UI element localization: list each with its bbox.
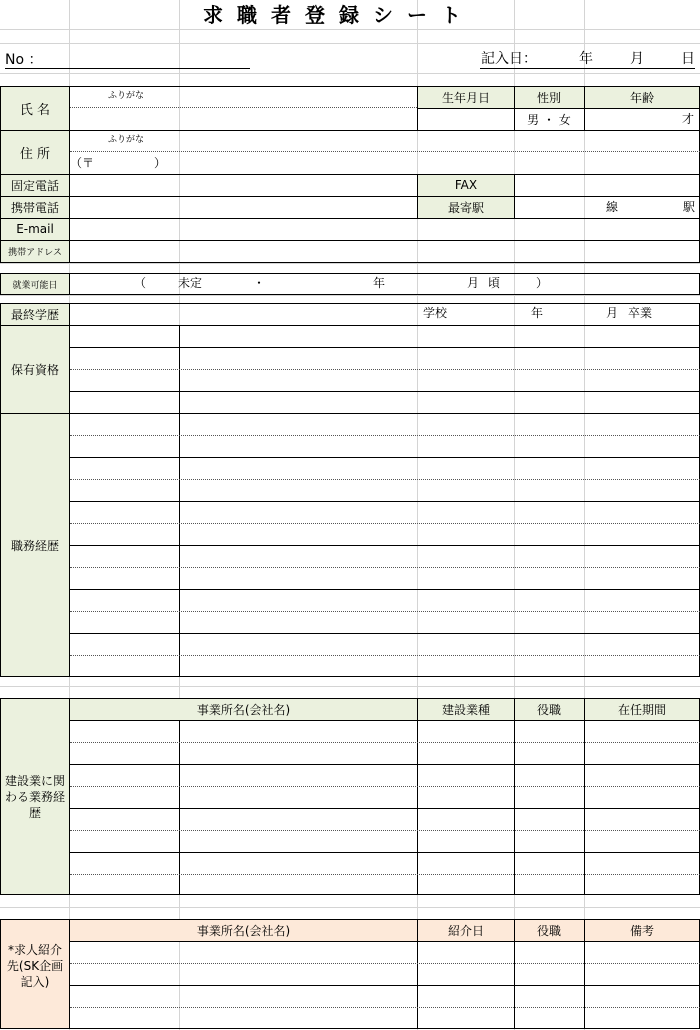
gridline: [0, 263, 700, 264]
email-label: E-mail: [16, 222, 54, 236]
referral-col-notes: 備考: [629, 923, 654, 938]
date-year: 年: [579, 51, 593, 67]
education-year: 年: [531, 306, 544, 320]
date-day: 日: [681, 51, 695, 67]
referral-col-date: 紹介日: [447, 923, 484, 938]
gridline: [0, 73, 700, 74]
career-label: 職務経歴: [10, 538, 59, 553]
divider: [69, 589, 700, 590]
availability-dot: ・: [253, 276, 266, 290]
phone-label: 固定電話: [10, 178, 59, 193]
divider: [69, 720, 700, 721]
gender-header: 性別: [536, 90, 561, 105]
row-line: [70, 830, 700, 831]
divider: [0, 325, 700, 326]
availability-row: [0, 273, 700, 295]
address-furigana: ふりがな: [108, 135, 145, 145]
education-graduated: 卒業: [628, 306, 653, 320]
divider: [69, 852, 700, 853]
construction-col-company: 事業所名(会社名): [196, 702, 291, 717]
row-line: [70, 786, 700, 787]
divider: [69, 698, 70, 895]
page-title: 求職者登録シート: [203, 3, 475, 27]
station-unit: 駅: [683, 200, 696, 214]
education-label: 最終学歴: [10, 307, 59, 322]
row-line: [70, 369, 700, 370]
availability-month: 月: [467, 276, 480, 290]
availability-close: ）: [536, 276, 549, 290]
divider: [69, 545, 700, 546]
mobile-address-label: 携帯アドレス: [8, 247, 62, 258]
divider: [69, 985, 700, 986]
row-line: [70, 567, 700, 568]
construction-col-period: 在任期間: [617, 702, 666, 717]
divider: [69, 764, 700, 765]
row-line: [70, 523, 700, 524]
availability-undecided[interactable]: 未定: [178, 276, 203, 290]
row-line: [70, 435, 700, 436]
construction-block: [0, 698, 700, 895]
divider: [69, 391, 700, 392]
construction-col-type: 建設業種: [441, 702, 490, 717]
divider: [69, 457, 700, 458]
divider: [69, 941, 700, 942]
divider: [69, 501, 700, 502]
divider: [0, 130, 700, 131]
divider: [69, 808, 700, 809]
qualifications-label: 保有資格: [10, 362, 59, 377]
row-line: [70, 479, 700, 480]
gridline: [0, 295, 700, 296]
mobile-label: 携帯電話: [10, 200, 59, 215]
date-underline: [480, 68, 695, 69]
divider: [0, 174, 700, 175]
date-month: 月: [630, 51, 644, 67]
divider: [514, 698, 515, 895]
name-label: 氏 名: [19, 102, 51, 118]
date-label: 記入日：: [481, 51, 537, 67]
availability-approx: 頃: [488, 276, 501, 290]
gender-value[interactable]: 男 ・ 女: [527, 112, 571, 127]
education-school: 学校: [423, 306, 448, 320]
referral-label: *求人紹介先(SK企画記入): [6, 943, 64, 989]
divider: [70, 107, 417, 108]
birth-header: 生年月日: [441, 90, 490, 105]
availability-open: （: [134, 276, 147, 290]
address-label: 住 所: [19, 146, 51, 162]
postal-code[interactable]: （〒 ）: [70, 156, 167, 170]
divider: [69, 347, 700, 348]
no-label: No ：: [5, 52, 43, 68]
referral-col-company: 事業所名(会社名): [196, 923, 291, 938]
row-line: [70, 1007, 700, 1008]
divider: [0, 218, 700, 219]
divider: [0, 240, 700, 241]
availability-label: 就業可能日: [12, 280, 58, 291]
row-line: [70, 611, 700, 612]
divider: [584, 698, 585, 895]
construction-col-role: 役職: [536, 702, 561, 717]
age-unit: 才: [682, 112, 695, 126]
line-unit: 線: [606, 200, 619, 214]
availability-year: 年: [373, 276, 386, 290]
education-month: 月: [606, 306, 619, 320]
row-line: [70, 874, 700, 875]
row-line: [70, 655, 700, 656]
station-label: 最寄駅: [447, 200, 484, 215]
name-furigana: ふりがな: [108, 91, 145, 101]
no-underline: [5, 68, 250, 69]
divider: [0, 196, 700, 197]
referral-col-role: 役職: [536, 923, 561, 938]
gridline: [0, 907, 700, 908]
row-line: [70, 963, 700, 964]
career-block: [0, 303, 700, 677]
fax-label: FAX: [454, 178, 478, 192]
gridline: [0, 29, 700, 30]
divider: [417, 698, 418, 895]
construction-label: 建設業に関わる業務経歴: [4, 774, 65, 820]
divider: [69, 633, 700, 634]
age-header: 年齢: [629, 90, 654, 105]
gridline: [0, 686, 700, 687]
gridline: [0, 43, 700, 44]
divider: [0, 413, 700, 414]
row-line: [70, 742, 700, 743]
divider: [70, 151, 700, 152]
